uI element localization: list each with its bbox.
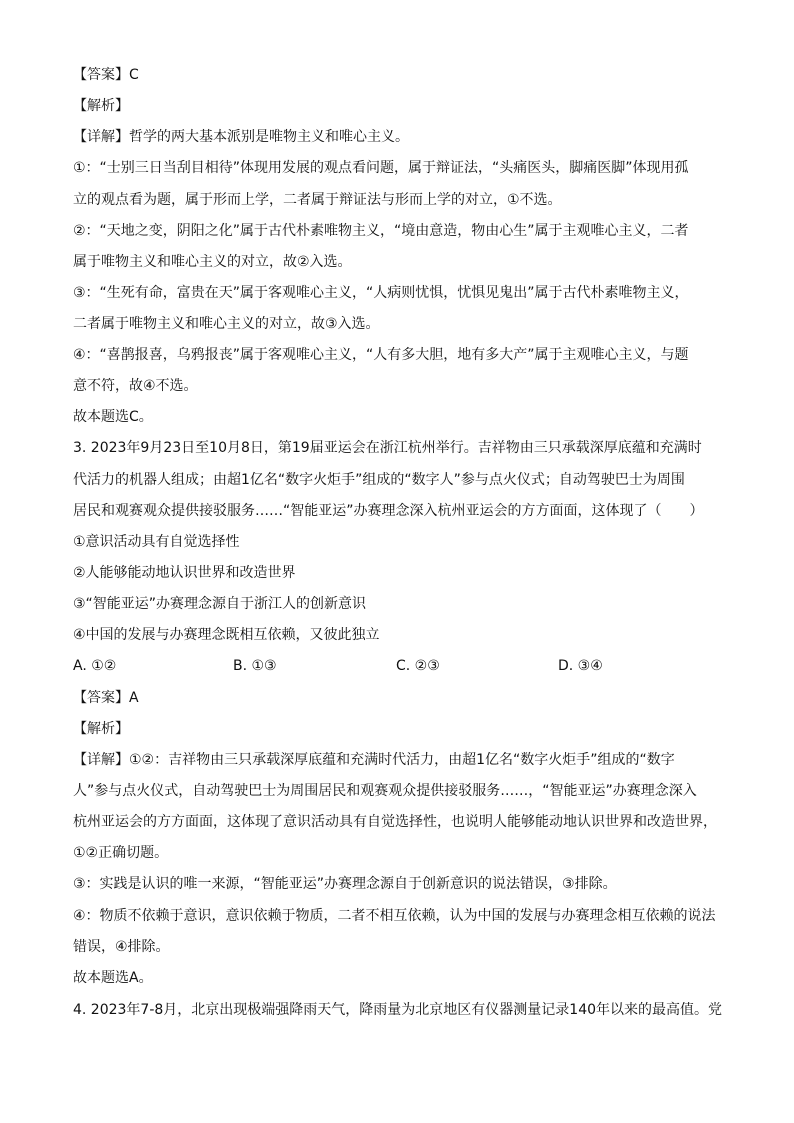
question-stem: 3. 2023年9月23日至10月8日，第19届亚运会在浙江杭州举行。吉祥物由三只承载深厚底蕴和充满时 <box>73 440 702 456</box>
statement-item: ②人能够能动地认识世界和改造世界 <box>73 565 296 581</box>
text-line: 人”参与点火仪式，自动驾驶巴士为周围居民和观赛观众提供接驳服务……，“智能亚运”办赛理念深入 <box>73 783 697 799</box>
text-line: ③：“生死有命，富贵在天”属于客观唯心主义，“人病则忧惧，忧惧见鬼出”属于古代朴素唯物主义， <box>73 285 689 301</box>
text-line: 立的观点看为题，属于形而上学，二者属于辩证法与形而上学的对立，①不选。 <box>73 192 562 208</box>
text-line: ①②正确切题。 <box>73 845 169 861</box>
text-line: ④：物质不依赖于意识，意识依赖于物质，二者不相互依赖，认为中国的发展与办赛理念相互依赖的说法 <box>73 908 716 924</box>
analysis-label: 【解析】 <box>73 721 129 737</box>
conclusion-line: 故本题选C。 <box>73 409 153 425</box>
option-d: D. ③④ <box>558 658 603 674</box>
text-line: 属于唯物主义和唯心主义的对立，故②入选。 <box>73 254 352 270</box>
conclusion-line: 故本题选A。 <box>73 970 153 986</box>
statement-item: ③“智能亚运”办赛理念源自于浙江人的创新意识 <box>73 596 367 612</box>
text-line: ①：“士别三日当刮目相待”体现用发展的观点看问题，属于辩证法，“头痛医头，脚痛医脚”体现用孤 <box>73 160 689 176</box>
answer-label: 【答案】C <box>73 67 139 83</box>
text-line: ②：“天地之变，阴阳之化”属于古代朴素唯物主义，“境由意造，物由心生”属于主观唯心主义，二者 <box>73 223 689 239</box>
text-line: 杭州亚运会的方方面面，这体现了意识活动具有自觉选择性，也说明人能够能动地认识世界和改造世界， <box>73 814 717 830</box>
text-line: ④：“喜鹊报喜，乌鸦报丧”属于客观唯心主义，“人有多大胆，地有多大产”属于主观唯心主义，与题 <box>73 347 689 363</box>
answer-options <box>73 656 733 676</box>
text-line: 意不符，故④不选。 <box>73 378 198 394</box>
option-c: C. ②③ <box>396 658 440 674</box>
detail-line: 【详解】①②：吉祥物由三只承载深厚底蕴和充满时代活力，由超1亿名“数字火炬手”组成的“数字 <box>73 752 675 768</box>
statement-item: ④中国的发展与办赛理念既相互依赖，又彼此独立 <box>73 627 380 643</box>
text-line: 二者属于唯物主义和唯心主义的对立，故③入选。 <box>73 316 380 332</box>
text-line: ③：实践是认识的唯一来源，“智能亚运”办赛理念源自于创新意识的说法错误，③排除。 <box>73 876 617 892</box>
question-stem: 代活力的机器人组成；由超1亿名“数字火炬手”组成的“数字人”参与点火仪式；自动驾驶巴士为周围 <box>73 472 685 488</box>
option-b: B. ①③ <box>233 658 277 674</box>
analysis-label: 【解析】 <box>73 98 129 114</box>
option-a: A. ①② <box>73 658 117 674</box>
text-line: 错误，④排除。 <box>73 939 170 955</box>
answer-label: 【答案】A <box>73 690 139 706</box>
question-stem: 4. 2023年7-8月，北京出现极端强降雨天气，降雨量为北京地区有仪器测量记录140年以来的最高值。党 <box>73 1002 723 1018</box>
statement-item: ①意识活动具有自觉选择性 <box>73 534 240 550</box>
question-stem: 居民和观赛观众提供接驳服务……“智能亚运”办赛理念深入杭州亚运会的方方面面，这体现了（ ） <box>73 503 704 519</box>
detail-line: 【详解】哲学的两大基本派别是唯物主义和唯心主义。 <box>73 129 409 145</box>
